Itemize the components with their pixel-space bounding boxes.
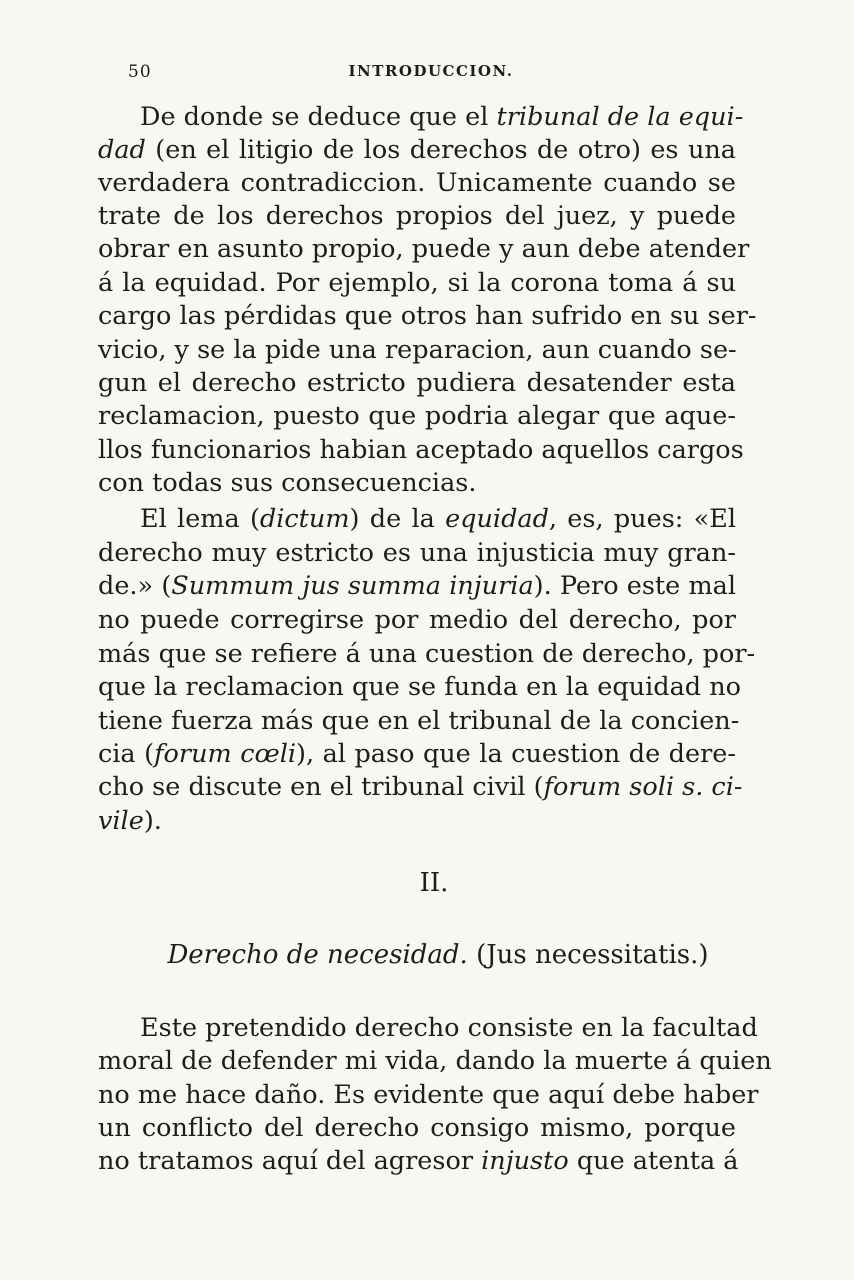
- text-line: obrar en asunto propio, puede y aun debe atender: [98, 234, 750, 264]
- text-line: [98, 737, 736, 771]
- text-line: [98, 569, 736, 603]
- text-line: cargo las pérdidas que otros han sufrido en su ser-: [98, 301, 757, 331]
- text-line: [98, 1144, 739, 1178]
- page-number: 50: [128, 62, 152, 82]
- text-line: tiene fuerza más que en el tribunal de la concien-: [98, 706, 740, 736]
- text-line: á la equidad. Por ejemplo, si la corona toma á su: [98, 268, 736, 298]
- italic-run: dad: [98, 135, 146, 165]
- page-header: [128, 62, 734, 84]
- text-line: Este pretendido derecho consiste en la facultad: [140, 1013, 758, 1043]
- text-run: cho se discute en el tribunal civil (: [98, 772, 544, 802]
- italic-run: Summum jus summa injuria: [171, 571, 534, 601]
- italic-run: tribunal de la equi-: [496, 102, 744, 132]
- text-run: ).: [143, 806, 162, 836]
- text-line: que la reclamacion que se funda en la equidad no: [98, 672, 741, 702]
- italic-run: forum cœli: [154, 739, 297, 769]
- text-line: moral de defender mi vida, dando la muerte á quien: [98, 1046, 772, 1076]
- text-line: trate de los derechos propios del juez, y puede: [98, 201, 736, 231]
- text-line: [98, 804, 736, 838]
- text-run: de.» (: [98, 571, 172, 601]
- text-run: que atenta á: [568, 1146, 739, 1176]
- italic-run: forum soli s. ci-: [543, 772, 743, 802]
- running-head: INTRODUCCION.: [348, 62, 514, 80]
- text-line: [140, 502, 736, 536]
- section-title-italic: Derecho de necesidad.: [167, 940, 468, 970]
- italic-run: injusto: [481, 1146, 569, 1176]
- text-line: gun el derecho estricto pudiera desatender esta: [98, 368, 736, 398]
- text-run: , es, pues: «El: [548, 504, 737, 534]
- italic-run: equidad: [445, 504, 549, 534]
- text-line: no puede corregirse por medio del derecho, por: [98, 605, 736, 635]
- text-run: cia (: [98, 739, 155, 769]
- text-run: El lema (: [140, 504, 260, 534]
- section-number: II.: [419, 868, 449, 898]
- section-title: [0, 938, 854, 972]
- text-run: De donde se deduce que el: [140, 102, 497, 132]
- text-run: (en el litigio de los derechos de otro) es una: [145, 135, 736, 165]
- text-run: ), al paso que la cuestion de dere-: [296, 739, 736, 769]
- text-line: no me hace daño. Es evidente que aquí debe haber: [98, 1080, 759, 1110]
- text-line: derecho muy estricto es una injusticia muy gran-: [98, 538, 736, 568]
- text-run: ) de la: [349, 504, 446, 534]
- text-line: verdadera contradiccion. Unicamente cuando se: [98, 168, 736, 198]
- text-line: vicio, y se la pide una reparacion, aun cuando se-: [98, 335, 737, 365]
- text-line: [140, 100, 744, 134]
- text-line: reclamacion, puesto que podria alegar que aque-: [98, 401, 736, 431]
- text-line: [98, 133, 736, 167]
- text-run: no tratamos aquí del agresor: [98, 1146, 482, 1176]
- text-line: llos funcionarios habian aceptado aquellos cargos: [98, 435, 744, 465]
- text-line: con todas sus consecuencias.: [98, 468, 477, 498]
- italic-run: dictum: [259, 504, 350, 534]
- italic-run: vile: [98, 806, 144, 836]
- text-line: [98, 770, 743, 804]
- text-line: más que se refiere á una cuestion de derecho, por-: [98, 639, 756, 669]
- text-line: un conflicto del derecho consigo mismo, porque: [98, 1113, 736, 1143]
- section-title-roman: (Jus necessitatis.): [467, 940, 709, 970]
- text-run: ). Pero este mal: [533, 571, 736, 601]
